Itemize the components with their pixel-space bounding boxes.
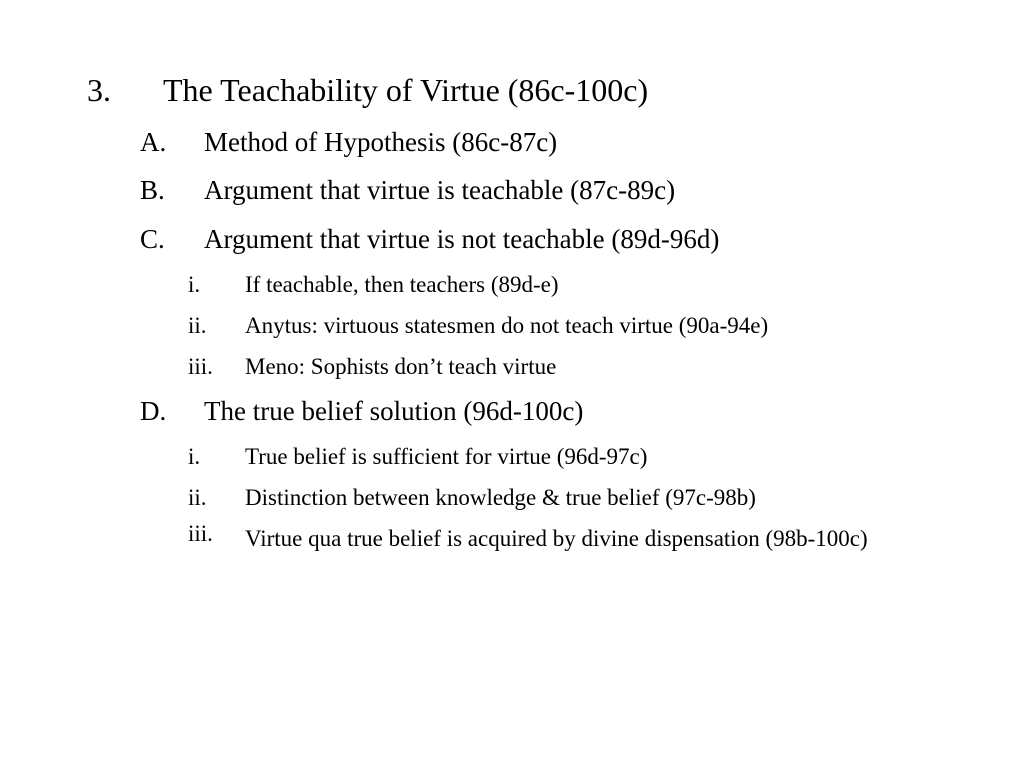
outline-item-marker: A. xyxy=(140,127,167,157)
outline-subitem-text: Meno: Sophists don’t teach virtue xyxy=(245,354,557,379)
outline-item-marker: D. xyxy=(140,396,167,426)
outline-item-text: The true belief solution (96d-100c) xyxy=(204,396,584,426)
outline-subitem-marker: iii. xyxy=(188,354,213,379)
outline-subitem-marker: i. xyxy=(188,272,201,297)
outline-subitem-text: If teachable, then teachers (89d-e) xyxy=(245,272,559,297)
outline-item-marker: C. xyxy=(140,224,165,254)
outline-item-text: Argument that virtue is not teachable (89d-96d) xyxy=(204,224,720,254)
outline-subitem-text: True belief is sufficient for virtue (96d-97c) xyxy=(245,444,648,469)
outline-subitem-text: Anytus: virtuous statesmen do not teach virtue (90a-94e) xyxy=(245,313,769,338)
outline-subitem-marker: ii. xyxy=(188,485,207,510)
outline-heading-number: 3. xyxy=(87,72,111,108)
outline-subitem-marker: iii. xyxy=(188,521,213,546)
outline-item-text: Argument that virtue is teachable (87c-89c) xyxy=(204,175,676,205)
outline-subitem-marker: i. xyxy=(188,444,201,469)
outline-subitem-text: Virtue qua true belief is acquired by divine dispensation (98b-100c) xyxy=(245,526,868,551)
outline-heading-text: The Teachability of Virtue (86c-100c) xyxy=(163,72,649,108)
outline-item-marker: B. xyxy=(140,175,165,205)
outline-item-text: Method of Hypothesis (86c-87c) xyxy=(204,127,558,157)
outline-subitem-marker: ii. xyxy=(188,313,207,338)
outline-subitem-text: Distinction between knowledge & true belief (97c-98b) xyxy=(245,485,756,510)
